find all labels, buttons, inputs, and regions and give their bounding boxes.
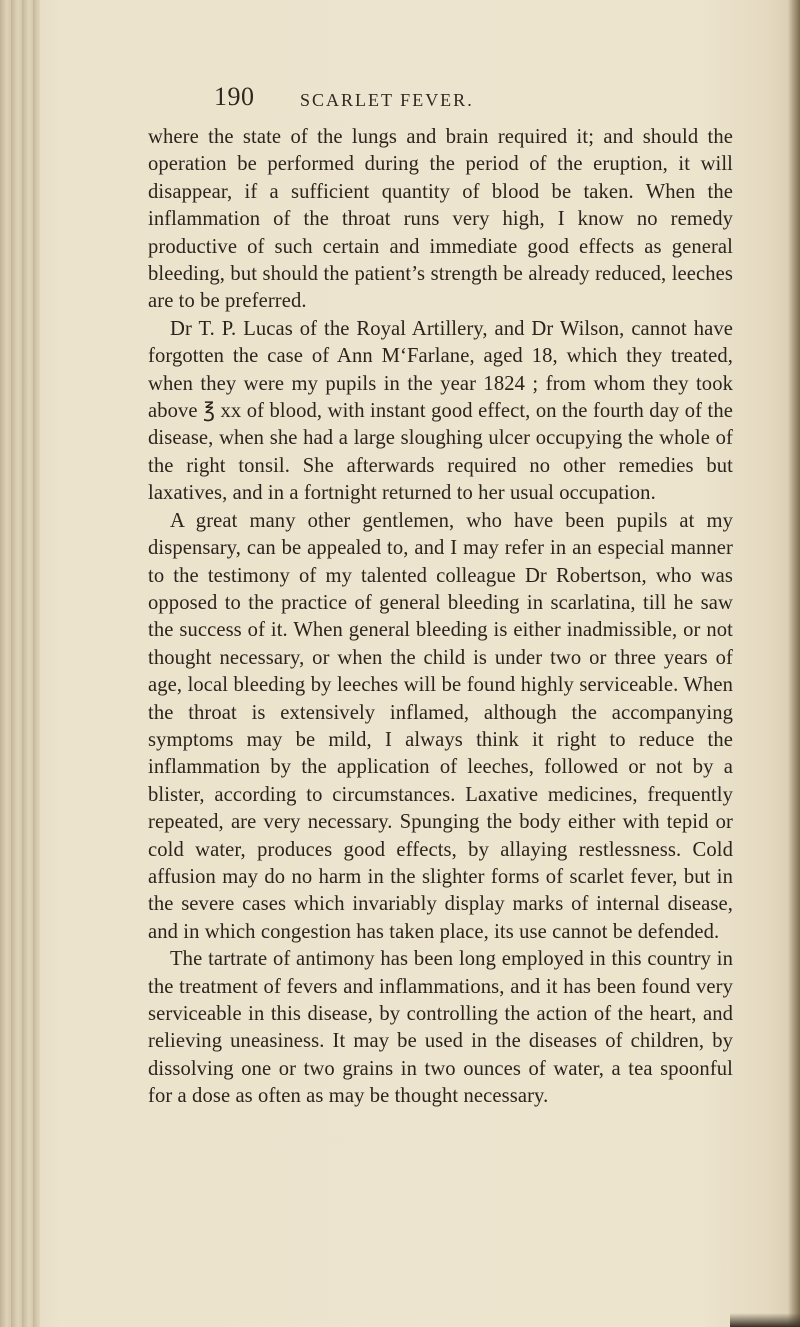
paragraph-antimony: The tartrate of antimony has been long employed in this country in the treatment of fevers and inflammations, and it has been found very serviceable in this disease, by controlling the action of the heart, and relieving uneasiness. It may be used in the diseases of children, by dissolving one or two grains in two ounces of water, a tea spoonful for a dose as often as may be thought necessary.: [148, 948, 733, 1108]
page-corner-shadow: [730, 1313, 800, 1327]
binding-gutter: [0, 0, 40, 1327]
page-number: 190: [214, 82, 255, 111]
page-header: [214, 82, 634, 122]
page-edge: [788, 0, 800, 1327]
paragraph-local-bleeding: A great many other gentlemen, who have been pupils at my dispensary, can be appealed to, and I may refer in an especial manner to the testimony of my talented colleague Dr Robertson, who was opposed to the practice of general bleeding in scarlatina, till he saw the success of it. When general bleeding is either inadmissible, or not thought necessary, or when the child is under two or three years of age, local bleeding by leeches will be found highly serviceable. When the throat is extensively inflamed, although the accompanying symptoms may be mild, I always think it right to reduce the inflammation by the application of leeches, followed or not by a blister, according to circumstances. Laxative medicines, frequently repeated, are very necessary. Spunging the body either with tepid or cold water, produces good effects, by allaying restlessness. Cold affusion may do no harm in the slighter forms of scarlet fever, but in the severe cases which invariably display marks of internal disease, and in which congestion has taken place, its use cannot be defended.: [148, 509, 733, 943]
paragraph-continuation: where the state of the lungs and brain required it; and should the operation be performed during the period of the eruption, it will disappear, if a sufficient quantity of blood be taken. When the inflammation of the throat runs very high, I know no remedy productive of such certain and immediate good effects as general bleeding, but should the patient’s strength be already reduced, leeches are to be preferred.: [148, 126, 733, 313]
body-text: [148, 124, 733, 1111]
paragraph-lucas-case: Dr T. P. Lucas of the Royal Artillery, and Dr Wilson, cannot have forgotten the case of Ann M‘Farlane, aged 18, which they treated, when they were my pupils in the year 1824 ; from whom they took above ℥ xx of blood, with instant good effect, on the fourth day of the disease, when she had a large sloughing ulcer occupying the whole of the right tonsil. She afterwards required no other remedies but laxatives, and in a fortnight returned to her usual occupation.: [148, 317, 733, 505]
running-head: SCARLET FEVER.: [300, 90, 474, 110]
